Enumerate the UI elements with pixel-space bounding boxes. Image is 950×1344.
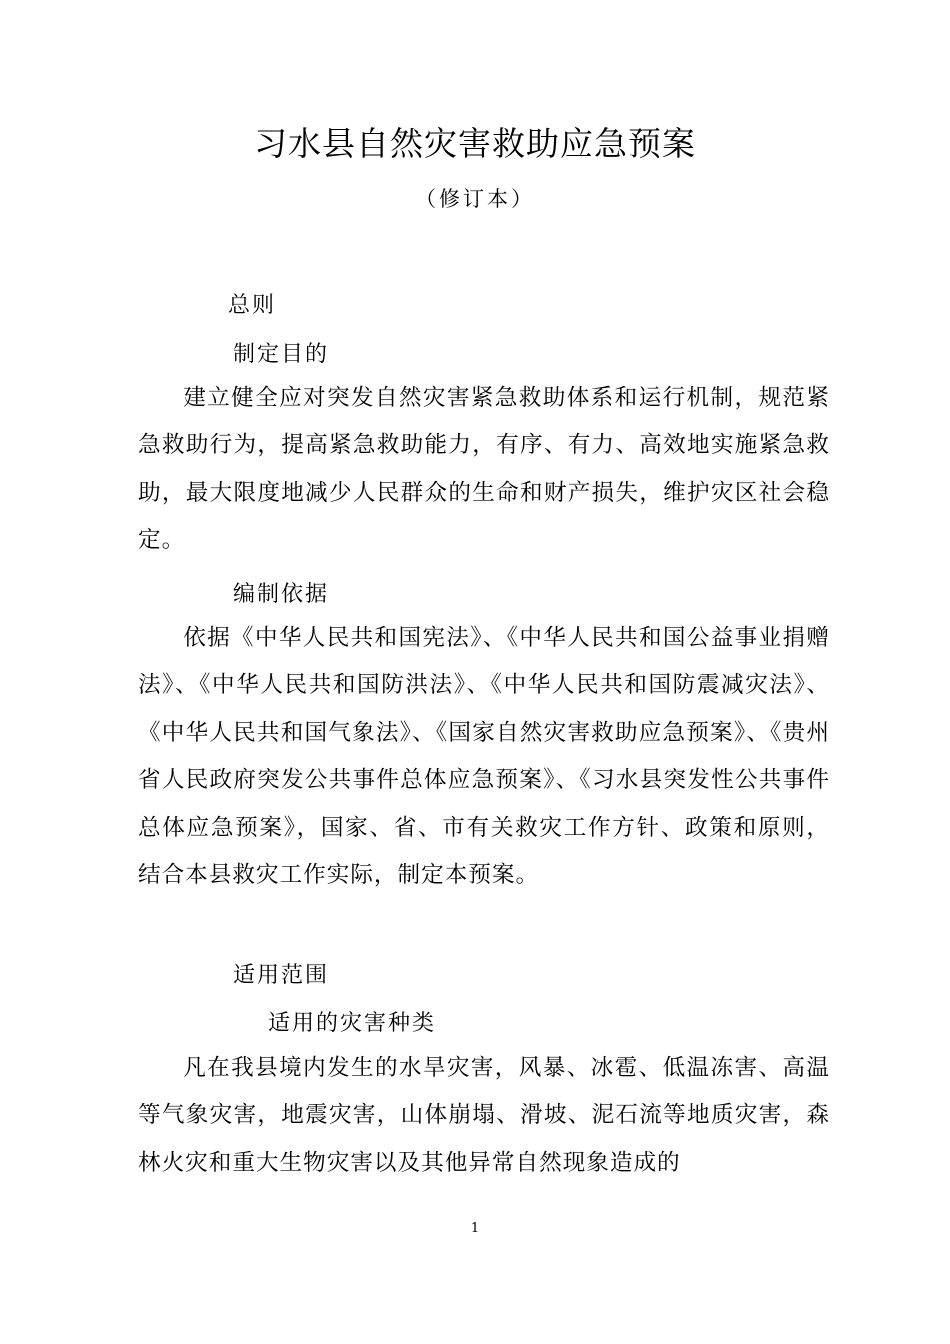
- subsection-heading-disaster-types: 适用的灾害种类: [268, 1011, 437, 1036]
- section-heading-scope: 适用范围: [233, 963, 330, 988]
- section-heading-basis: 编制依据: [233, 582, 330, 607]
- paragraph-purpose: 建立健全应对突发自然灾害紧急救助体系和运行机制，规范紧急救助行为，提高紧急救助能力，有序、有力、高效地实施紧急救助，最大限度地减少人民群众的生命和财产损失，维护灾区社会稳定。: [138, 385, 830, 554]
- document-title: 习水县自然灾害救助应急预案: [254, 124, 696, 163]
- section-heading-general: 总则: [228, 293, 277, 318]
- document-subtitle: （修订本）: [415, 187, 535, 211]
- paragraph-basis: 依据《中华人民共和国宪法》、《中华人民共和国公益事业捐赠法》、《中华人民共和国防洪法》、《中华人民共和国防震减灾法》、《中华人民共和国气象法》、《国家自然灾害救助应急预案》、《贵州省人民政府突发公共事件总体应急预案》、《习水县突发性公共事件总体应急预案》，国家、省、市有关救灾工作方针、政策和原则，结合本县救灾工作实际，制定本预案。: [138, 625, 830, 889]
- page-number: 1: [470, 1221, 480, 1236]
- section-heading-purpose: 制定目的: [233, 342, 330, 367]
- paragraph-disaster-types: 凡在我县境内发生的水旱灾害，风暴、冰雹、低温冻害、高温等气象灾害，地震灾害，山体崩塌、滑坡、泥石流等地质灾害，森林火灾和重大生物灾害以及其他异常自然现象造成的: [138, 1055, 830, 1176]
